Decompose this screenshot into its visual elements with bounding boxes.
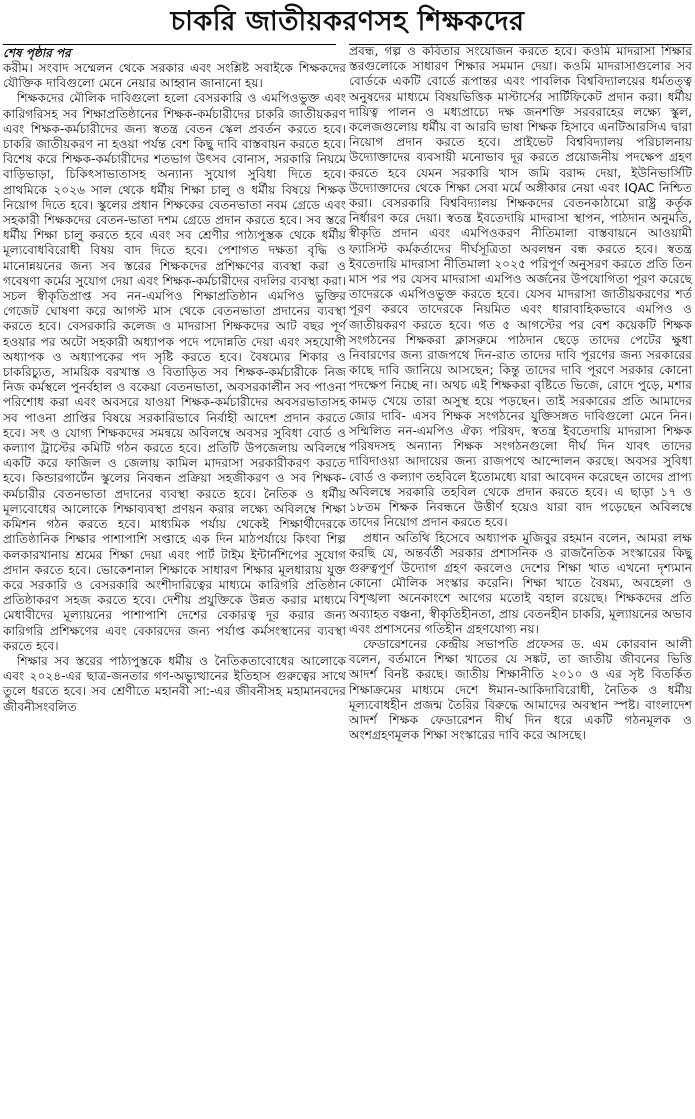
paragraph: শিক্ষার সব স্তরের পাঠ্যপুস্তকে ধর্মীয় ও নৈতিকতাবোধের আলোকে এবং ২০২৪-এর ছাত্র-জনতার গণ-অভ্যুত্থানের ইতিহাস গুরুত্বের সাথে তুলে ধরতে হবে। সব শ্রেণীতে মহানবী সা:-এর জীবনীসহ মহামানবদের জীবনীসংবলিত xyxy=(3,653,346,714)
left-column xyxy=(3,44,346,715)
right-column xyxy=(349,44,692,743)
headline: চাকরি জাতীয়করণসহ শিক্ষকদের xyxy=(170,6,525,37)
paragraph: ফেডারেশনের কেন্দ্রীয় সভাপতি প্রফেসর ড. এম কোরবান আলী বলেন, বর্তমানে শিক্ষা খাতের যে সঙ্কট, তা জাতীয় জীবনের ভিত্তি আদর্শ বিনষ্ট করছে। জাতীয় শিক্ষানীতি ২০১০ ও এর সৃষ্ট বিতর্কিত শিক্ষাক্রমের মাধ্যমে দেশে ঈমান-আকিদাবিরোধী, নৈতিক ও ধর্মীয় মূল্যবোধহীন প্রজন্ম তৈরির বিরুদ্ধে আমাদের অবস্থান স্পষ্ট। বাংলাদেশ আদর্শ শিক্ষক ফেডারেশন দীর্ঘ দিন ধরে একটি গঠনমূলক ও অংশগ্রহণমূলক শিক্ষা সংস্কারের দাবি করে আসছে। xyxy=(349,636,692,743)
paragraph: প্রবন্ধ, গল্প ও কবিতার সংযোজন করতে হবে। কওমি মাদরাসা শিক্ষার স্তরগুলোকে সাধারণ শিক্ষার সমমান দেয়া। কওমি মাদরাসাগুলোর সব বোর্ডকে একটি বোর্ডে রূপান্তর এবং পাবলিক বিশ্ববিদ্যালয়ের ধর্মতত্ত্ব অনুষদের মাধ্যমে বিষয়ভিত্তিক মাস্টার্সের সার্টিফিকেট প্রদান করা। ধর্মীয় দায়িত্ব পালন ও মধ্যপ্রাচ্যে দক্ষ জনশক্তি সরবরাহের লক্ষ্যে স্কুল, কলেজগুলোয় ধর্মীয় বা আরবি ভাষা শিক্ষক হিসাবে এনটিআরসিএ দ্বারা নিয়োগ প্রদান করতে হবে। প্রাইভেট বিশ্ববিদ্যালয় পরিচালনায় উদ্যোক্তাদের ব্যবসায়ী মনোভাব দূর করতে প্রয়োজনীয় পদক্ষেপ গ্রহণ করতে হবে যেমন সরকারি খাস জমি বরাদ্দ দেয়া, ইউনিভার্সিটি উদ্যোক্তাদের থেকে শিক্ষা সেবা মর্মে অঙ্গীকার নেয়া এবং IQAC নিশ্চিত করা। বেসরকারি বিশ্ববিদ্যালয় শিক্ষকদের বেতনকাঠামো রাষ্ট্র কর্তৃক নির্ধারণ করে দেয়া। স্বতন্ত্র ইবতেদায়ি মাদরাসা স্থাপন, পাঠদান অনুমতি, স্বীকৃতি প্রদান এবং এমপিওকরণ নীতিমালা বাস্তবায়নে আওয়ামী ফ্যাসিস্ট কর্মকর্তাদের দীর্ঘসূত্রিতা অবলম্বন বন্ধ করতে হবে। স্বতন্ত্র ইবতেদায়ি মাদরাসা নীতিমালা ২০২৫ পরিপূর্ণ অনুসরণ করতে প্রতি তিন মাস পর পর যেসব মাদরাসা এমপিও অর্জনের উপযোগিতা পূরণ করেছে তাদেরকে এমপিওভুক্ত করতে হবে। যেসব মাদরাসা জাতীয়করণের শর্ত পূরণ করবে তাদেরকে নিয়মিত এবং ধারাবাহিকভাবে এমপিও ও জাতীয়করণ করতে হবে। গত ৫ আগস্টের পর বেশ কয়েকটি শিক্ষক সংগঠনের শিক্ষকরা ক্লাসরুমে পাঠদান ছেড়ে তাদের পেটের ক্ষুধা নিবারণের জন্য রাজপথে দিন-রাত তাদের দাবি পূরণের জন্য সরকারের কাছে দাবি জানিয়ে আসছেন; কিন্তু তাদের দাবি পূরণে সরকার কোনো পদক্ষেপ নিচ্ছে না। অথচ এই শিক্ষকরা বৃষ্টিতে ভিজে, রোদে পুড়ে, মশার কামড় খেয়ে তারা অসুস্থ হয়ে পড়ছেন। তাই সরকারের প্রতি আমাদের জোর দাবি- এসব শিক্ষক সংগঠনের যুক্তিসঙ্গত দাবিগুলো মেনে নিন। সম্মিলিত নন-এমপিও ঐক্য পরিষদ, স্বতন্ত্র ইবতেদায়ি মাদরাসা শিক্ষক পরিষদসহ অন্যান্য শিক্ষক সংগঠনগুলো দীর্ঘ দিন যাবৎ তাদের দাবিদাওয়া আদায়ের জন্য রাজপথে আন্দোলন করছে। অবসর সুবিধা বোর্ড ও কল্যাণ তহবিলে ইতোমধ্যে যারা আবেদন করেছেন তাদের প্রাপ্য অবিলম্বে সরকারি তহবিল থেকে প্রদান করতে হবে। এ ছাড়া ১৭ ও ১৮তম শিক্ষক নিবন্ধনে উত্তীর্ণ হয়েও যারা বাদ পড়েছেন অবিলম্বে তাদের নিয়োগ প্রদান করতে হবে। xyxy=(349,44,692,530)
paragraph: শিক্ষকদের মৌলিক দাবিগুলো হলো বেসরকারি ও এমপিওভুক্ত এবং কারিগরিসহ সব শিক্ষাপ্রতিষ্ঠানের শিক্ষক-কর্মচারীদের চাকরি জাতীয়করণ এবং শিক্ষক-কর্মচারীদের জন্য স্বতন্ত্র বেতন স্কেল প্রবর্তন করতে হবে। চাকরি জাতীয়করণ না হওয়া পর্যন্ত বেশ কিছু দাবি বাস্তবায়ন করতে হবে। বিশেষ করে শিক্ষক-কর্মচারীদের শতভাগ উৎসব বোনাস, সরকারি নিয়মে বাড়িভাড়া, চিকিৎসাভাতাসহ অন্যান্য সুযোগ সুবিধা দিতে হবে। প্রাথমিকে ২০২৬ সাল থেকে ধর্মীয় শিক্ষা চালু ও ধর্মীয় বিষয়ে শিক্ষক নিয়োগ দিতে হবে। স্কুলের প্রধান শিক্ষকের বেতনভাতা নবম গ্রেডে এবং সহকারী শিক্ষকদের বেতন-ভাতা দশম গ্রেডে প্রদান করতে হবে। সব স্তরে ধর্মীয় শিক্ষা চালু করতে হবে এবং সব শ্রেণীর পাঠ্যপুস্তক থেকে ধর্মীয় মূল্যবোধবিরোধী বিষয় বাদ দিতে হবে। পেশাগত দক্ষতা বৃদ্ধি ও মানোন্নয়নের জন্য সব স্তরের শিক্ষকদের প্রশিক্ষণের ব্যবস্থা করা ও গবেষণা কর্মের সুযোগ দেয়া এবং শিক্ষক-কর্মচারীদের বদলির ব্যবস্থা করা। সচল স্বীকৃতিপ্রাপ্ত সব নন-এমপিও শিক্ষাপ্রতিষ্ঠান এমপিও ভুক্তির গেজেট ঘোষণা করে আগস্ট মাস থেকে বেতনভাতা প্রদানের ব্যবস্থা করতে হবে। বেসরকারি কলেজ ও মাদরাসা শিক্ষকদের আট বছর পূর্ণ হওয়ার পর অটো সহকারী অধ্যাপক পদে পদোন্নতি দেয়া এবং সহযোগী অধ্যাপক ও অধ্যাপকের পদ সৃষ্টি করতে হবে। বৈষম্যের শিকার ও চাকরিচ্যুত, সাময়িক বরখাস্ত ও বিতাড়িত সব শিক্ষক-কর্মচারীকে নিজ নিজ কর্মস্থলে পুনর্বহাল ও বকেয়া বেতনভাতা, অবসরকালীন সব পাওনা পরিশোধ করা এবং অবসরে যাওয়া শিক্ষক-কর্মচারীদের অবসরভাতাসহ সব পাওনা প্রাপ্তির বিষয়ে সরকারিভাবে নির্বাহী আদেশ প্রদান করতে হবে। সৎ ও যোগ্য শিক্ষকদের সমন্বয়ে অবিলম্বে অবসর সুবিধা বোর্ড ও কল্যাণ ট্রাস্টের কমিটি গঠন করতে হবে। প্রতিটি উপজেলায় অবিলম্বে একটি করে ফাজিল ও জেলায় কামিল মাদরাসা সরকারীকরণ করতে হবে। কিন্ডারগার্টেন স্কুলের নিবন্ধন প্রক্রিয়া সহজীকরণ ও সব শিক্ষক-কর্মচারীর বেতনভাতা প্রদানের ব্যবস্থা করতে হবে। নৈতিক ও ধর্মীয় মূল্যবোধের আলোকে শিক্ষাব্যবস্থা প্রণয়ন করার লক্ষ্যে অবিলম্বে শিক্ষা কমিশন গঠন করতে হবে। মাধ্যমিক পর্যায় থেকেই শিক্ষার্থীদেরকে প্রাতিষ্ঠানিক শিক্ষার পাশাপাশি সপ্তাহে এক দিন মাঠপর্যায়ে কিংবা শিল্প কলকারখানায় শ্রমের শিক্ষা দেয়া এবং পার্ট টাইম ইন্টার্নশিপের সুযোগ প্রদান করতে হবে। ভোকেশনাল শিক্ষাকে সাধারণ শিক্ষার মূলধারায় যুক্ত করে সরকারি ও বেসরকারি অংশীদারিত্বের মাধ্যমে কারিগরি প্রতিষ্ঠান প্রতিষ্ঠাকরণ সহজ করতে হবে। দেশীয় প্রযুক্তিকে উন্নত করার মাধ্যমে মেধাবীদের মূল্যায়নের পাশাপাশি দেশের বেকারত্ব দূর করার জন্য কারিগরি প্রশিক্ষণের এবং বেকারদের জন্য পর্যাপ্ত কর্মসংস্থানের ব্যবস্থা করতে হবে। xyxy=(3,91,346,653)
paragraph: করীম। সংবাদ সম্মেলন থেকে সরকার এবং সংশ্লিষ্ট সবাইকে শিক্ষকদের যৌক্তিক দাবিগুলো মেনে নেয়ার আহ্বান জানানো হয়। xyxy=(3,61,346,91)
continuation-label: শেষ পৃষ্ঠার পর xyxy=(3,46,71,60)
paragraph: প্রধান অতিথি হিসেবে অধ্যাপক মুজিবুর রহমান বলেন, আমরা লক্ষ করছি যে, অন্তর্বর্তী সরকার প্রশাসনিক ও রাজনৈতিক সংস্কারের কিছু গুরুত্বপূর্ণ উদ্যোগ গ্রহণ করলেও দেশের শিক্ষা খাত এখনো দৃশ্যমান কোনো মৌলিক সংস্কার করেনি। শিক্ষা খাতে বৈষম্য, অবহেলা ও বিশৃঙ্খলা অনেকাংশে আগের মতোই বহাল রয়েছে। শিক্ষকদের প্রতি অব্যাহত বঞ্চনা, স্বীকৃতিহীনতা, প্রায় বেতনহীন চাকরি, মূল্যায়নের অভাব এবং প্রশাসনের গতিহীন গ্রহণযোগ্য নয়। xyxy=(349,530,692,636)
